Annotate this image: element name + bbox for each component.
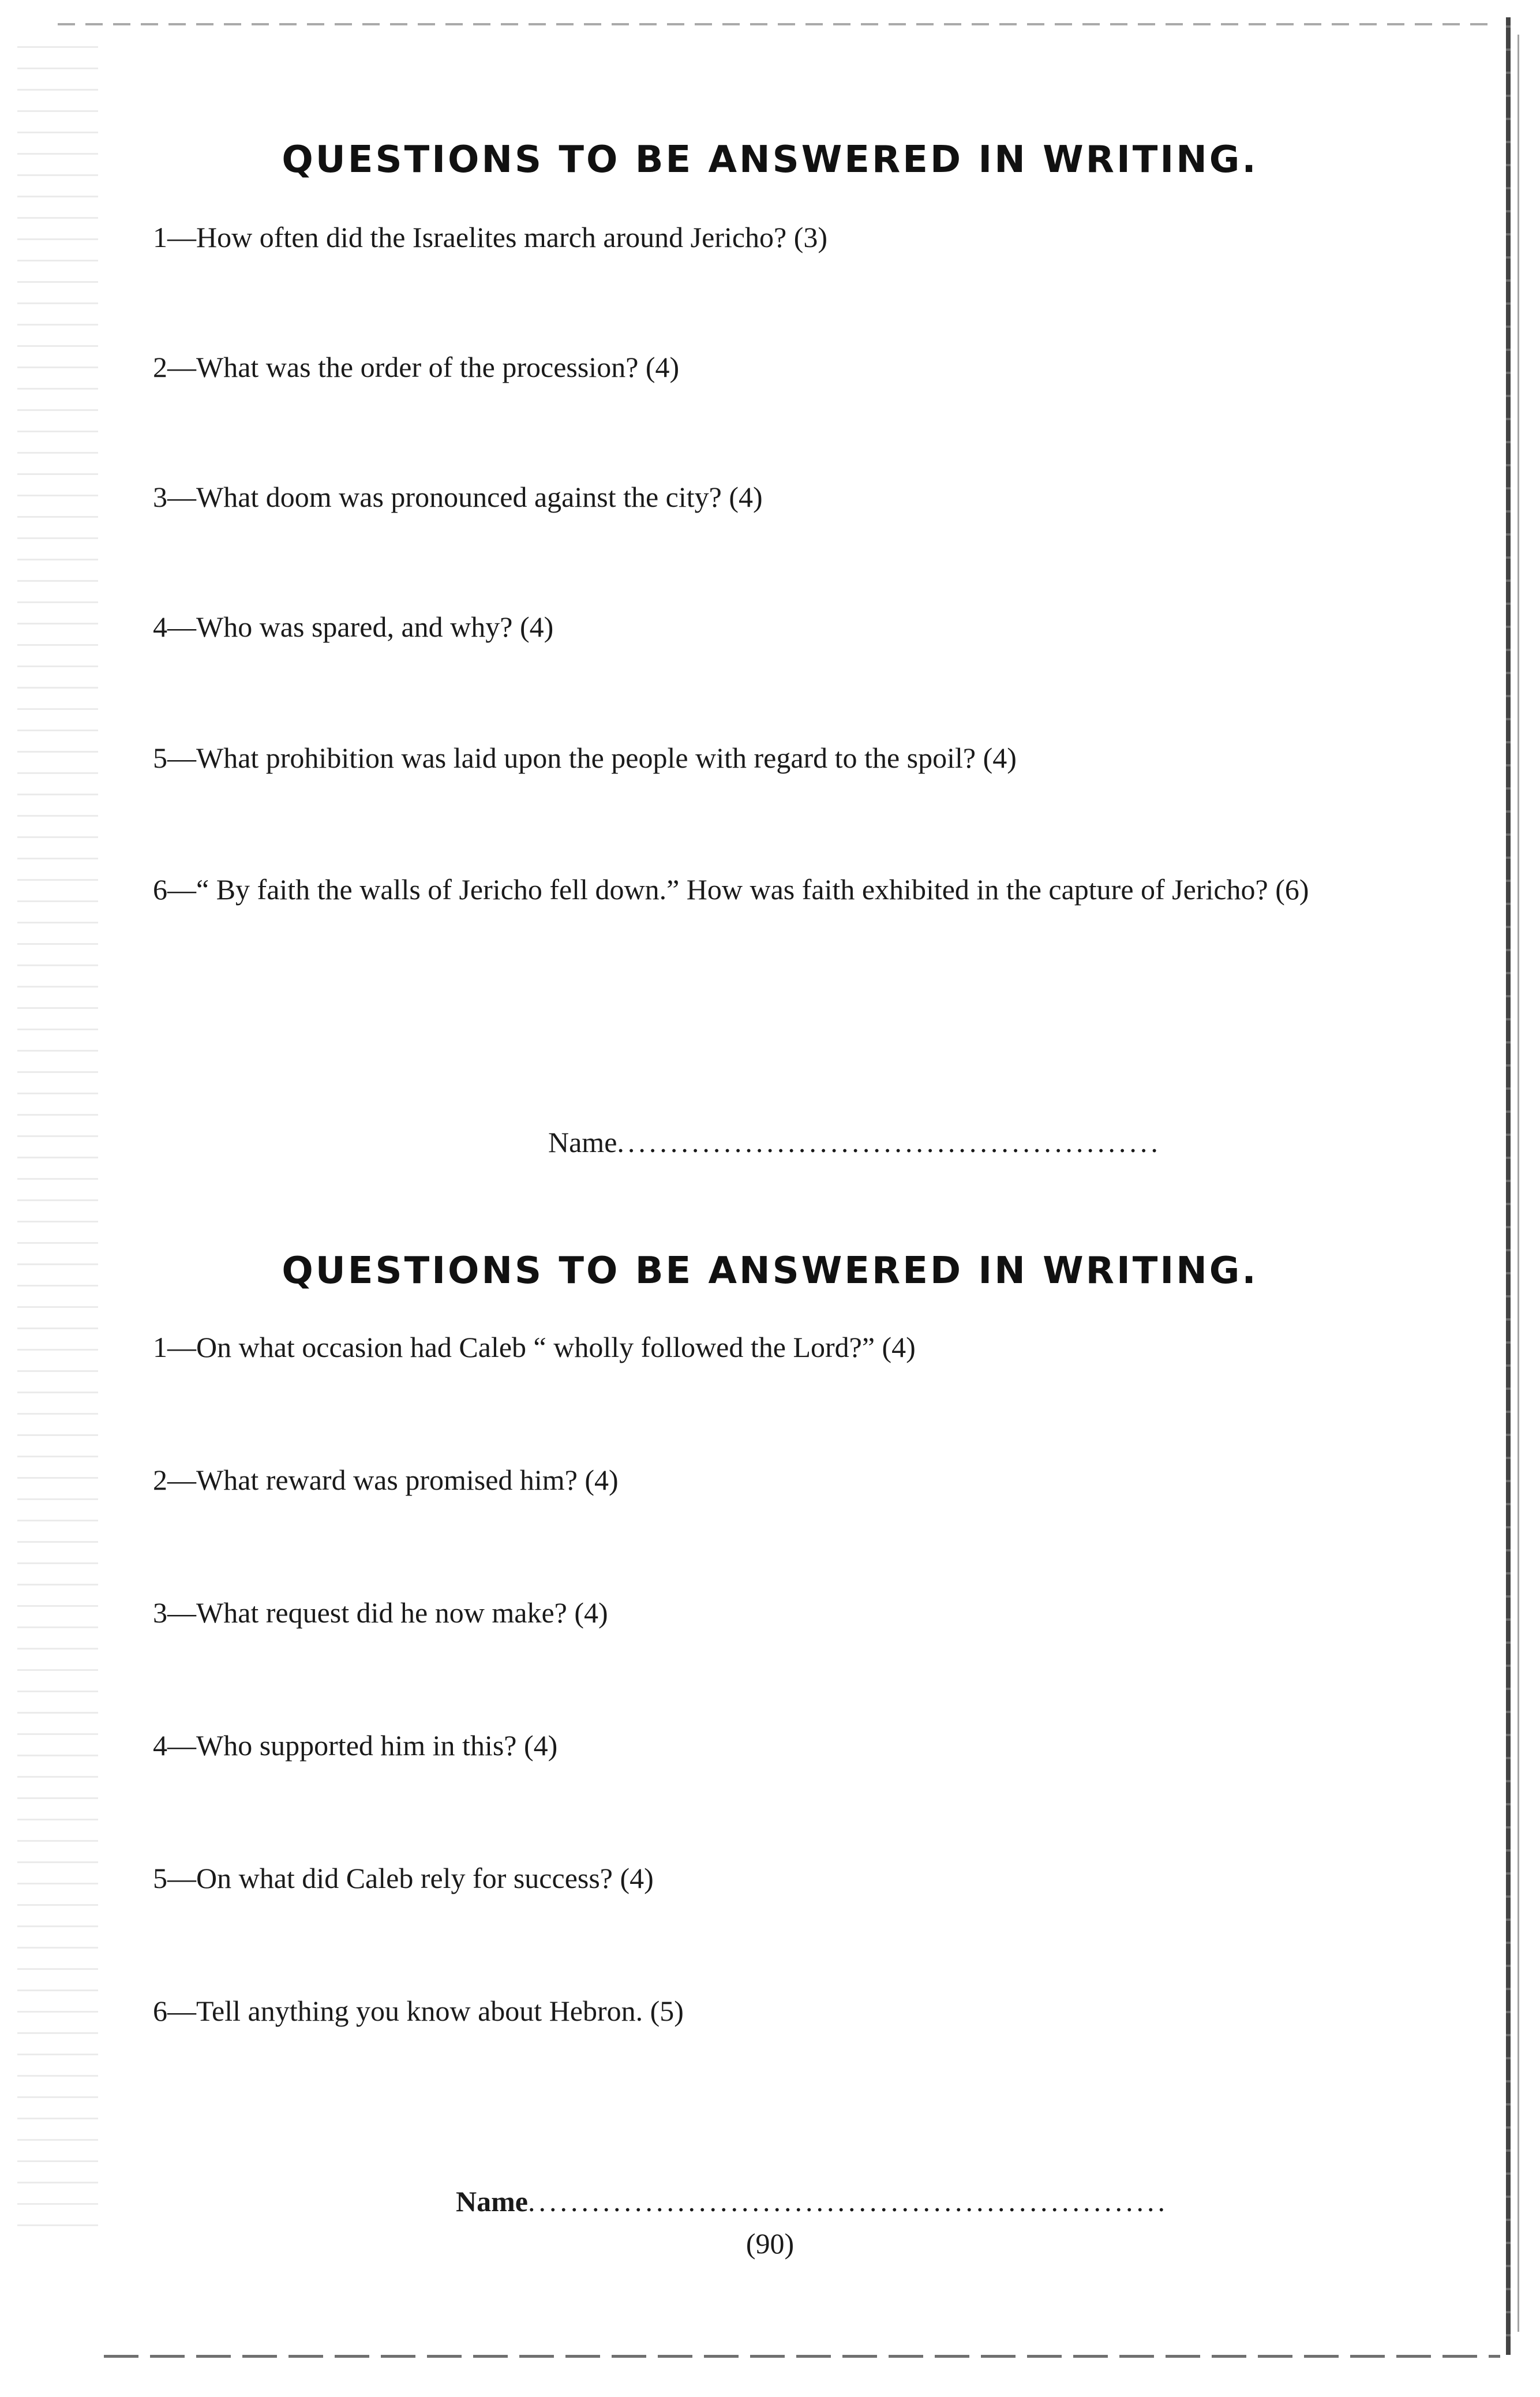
section-2-question-1: 1—On what occasion had Caleb “ wholly followed the Lord?” (4) <box>153 1331 916 1363</box>
page-number: (90) <box>745 2227 795 2260</box>
section-1-question-6: 6—“ By faith the walls of Jericho fell down.” How was faith exhibited in the capture of Jericho? (6) <box>153 873 1309 906</box>
section-2-question-2: 2—What reward was promised him? (4) <box>153 1464 619 1496</box>
section-2-name-dots: ............................................................ <box>527 2185 1168 2217</box>
bottom-border <box>104 2355 1500 2358</box>
section-1-name-label: Name <box>548 1126 617 1158</box>
section-1-question-2: 2—What was the order of the procession? (4) <box>153 351 680 383</box>
section-1-heading: QUESTIONS TO BE ANSWERED IN WRITING. <box>282 139 1258 181</box>
section-1-question-5: 5—What prohibition was laid upon the people with regard to the spoil? (4) <box>153 742 1017 774</box>
section-2-name-label: Name <box>456 2185 528 2217</box>
section-2-name-line <box>456 2185 1168 2218</box>
section-1-question-1: 1—How often did the Israelites march around Jericho? (3) <box>153 221 828 253</box>
right-border <box>1506 17 1511 2355</box>
section-1-name-line <box>548 1125 1161 1159</box>
section-2-heading: QUESTIONS TO BE ANSWERED IN WRITING. <box>282 1250 1258 1292</box>
section-2-question-5: 5—On what did Caleb rely for success? (4) <box>153 1862 654 1894</box>
section-2-question-6: 6—Tell anything you know about Hebron. (5) <box>153 1995 684 2027</box>
section-2-question-4: 4—Who supported him in this? (4) <box>153 1729 558 1762</box>
top-border <box>58 23 1489 25</box>
section-1-question-4: 4—Who was spared, and why? (4) <box>153 611 554 643</box>
section-1-question-3: 3—What doom was pronounced against the city? (4) <box>153 481 763 513</box>
section-1-name-dots: ................................................... <box>617 1126 1161 1158</box>
section-2-question-3: 3—What request did he now make? (4) <box>153 1596 608 1629</box>
right-border-inner <box>1517 35 1519 2332</box>
left-margin-speckle <box>17 46 98 2239</box>
